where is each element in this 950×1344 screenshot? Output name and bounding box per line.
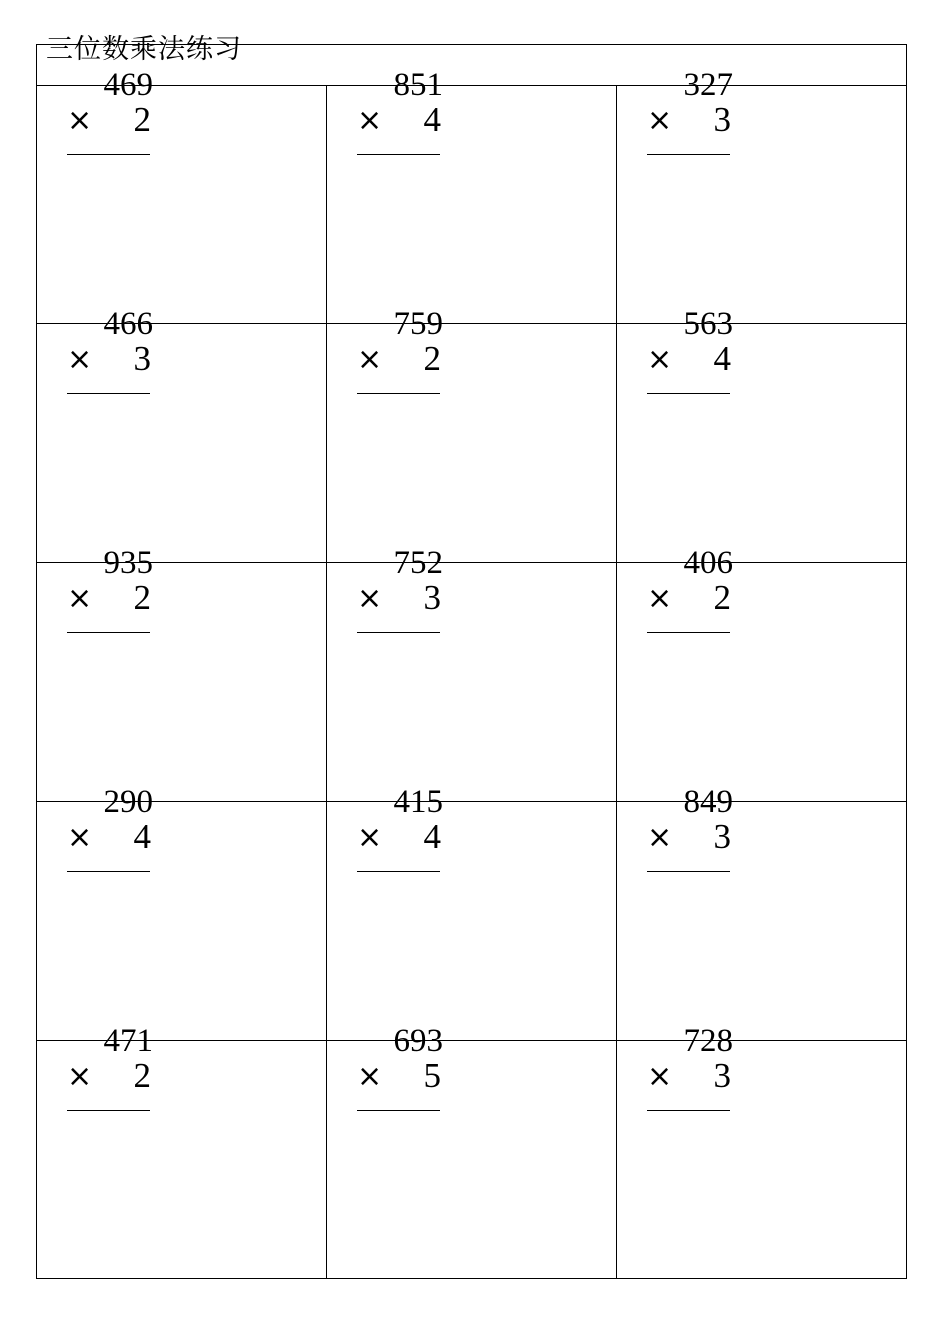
multiplier: 2 — [133, 100, 151, 139]
multiplicand: 406 — [683, 545, 733, 581]
title-row — [37, 34, 906, 86]
answer-line — [67, 1110, 150, 1111]
answer-line — [67, 871, 150, 872]
problem-cell — [327, 1023, 617, 1279]
multiplier: 5 — [423, 1056, 441, 1095]
times-sign: × — [647, 103, 673, 138]
answer-line — [647, 1110, 730, 1111]
problem-cell — [617, 306, 906, 563]
times-sign: × — [357, 1059, 383, 1094]
multiplicand: 752 — [393, 545, 443, 581]
answer-line — [67, 393, 150, 394]
multiplier: 2 — [133, 1056, 151, 1095]
multiplicand: 469 — [103, 67, 153, 103]
problem-cell — [37, 1023, 327, 1279]
worksheet — [36, 34, 907, 1279]
multiplier: 4 — [423, 817, 441, 856]
answer-line — [357, 393, 440, 394]
problem-cell — [37, 306, 327, 563]
problem-cell — [37, 67, 327, 324]
times-sign: × — [67, 1059, 93, 1094]
answer-line — [647, 871, 730, 872]
answer-line — [67, 632, 150, 633]
answer-line — [647, 154, 730, 155]
multiplicand: 728 — [683, 1023, 733, 1059]
answer-line — [357, 154, 440, 155]
multiplier: 4 — [713, 339, 731, 378]
multiplier: 3 — [713, 100, 731, 139]
problem-cell — [617, 1023, 906, 1279]
times-sign: × — [647, 820, 673, 855]
times-sign: × — [67, 342, 93, 377]
multiplier: 2 — [133, 578, 151, 617]
multiplier: 4 — [423, 100, 441, 139]
multiplicand: 851 — [393, 67, 443, 103]
multiplier: 4 — [133, 817, 151, 856]
multiplicand: 290 — [103, 784, 153, 820]
times-sign: × — [357, 342, 383, 377]
answer-line — [357, 632, 440, 633]
multiplicand: 415 — [393, 784, 443, 820]
answer-line — [647, 393, 730, 394]
multiplier: 2 — [713, 578, 731, 617]
answer-line — [647, 632, 730, 633]
multiplicand: 471 — [103, 1023, 153, 1059]
problem-cell — [37, 784, 327, 1041]
multiplicand: 759 — [393, 306, 443, 342]
multiplicand: 327 — [683, 67, 733, 103]
multiplicand: 849 — [683, 784, 733, 820]
multiplier: 3 — [133, 339, 151, 378]
problem-cell — [617, 545, 906, 802]
multiplicand: 563 — [683, 306, 733, 342]
multiplier: 3 — [713, 1056, 731, 1095]
worksheet-title: 三位数乘法练习 — [46, 34, 242, 65]
times-sign: × — [67, 581, 93, 616]
problem-cell — [327, 784, 617, 1041]
problem-grid — [37, 67, 906, 1279]
problem-cell — [617, 67, 906, 324]
multiplier: 3 — [423, 578, 441, 617]
times-sign: × — [67, 820, 93, 855]
multiplier: 3 — [713, 817, 731, 856]
times-sign: × — [357, 820, 383, 855]
problem-cell — [617, 784, 906, 1041]
multiplier: 2 — [423, 339, 441, 378]
times-sign: × — [67, 103, 93, 138]
times-sign: × — [647, 342, 673, 377]
answer-line — [357, 871, 440, 872]
times-sign: × — [357, 103, 383, 138]
answer-line — [67, 154, 150, 155]
multiplicand: 466 — [103, 306, 153, 342]
multiplicand: 935 — [103, 545, 153, 581]
problem-cell — [327, 67, 617, 324]
times-sign: × — [647, 1059, 673, 1094]
problem-cell — [37, 545, 327, 802]
times-sign: × — [357, 581, 383, 616]
problem-cell — [327, 545, 617, 802]
answer-line — [357, 1110, 440, 1111]
problem-cell — [327, 306, 617, 563]
times-sign: × — [647, 581, 673, 616]
multiplicand: 693 — [393, 1023, 443, 1059]
